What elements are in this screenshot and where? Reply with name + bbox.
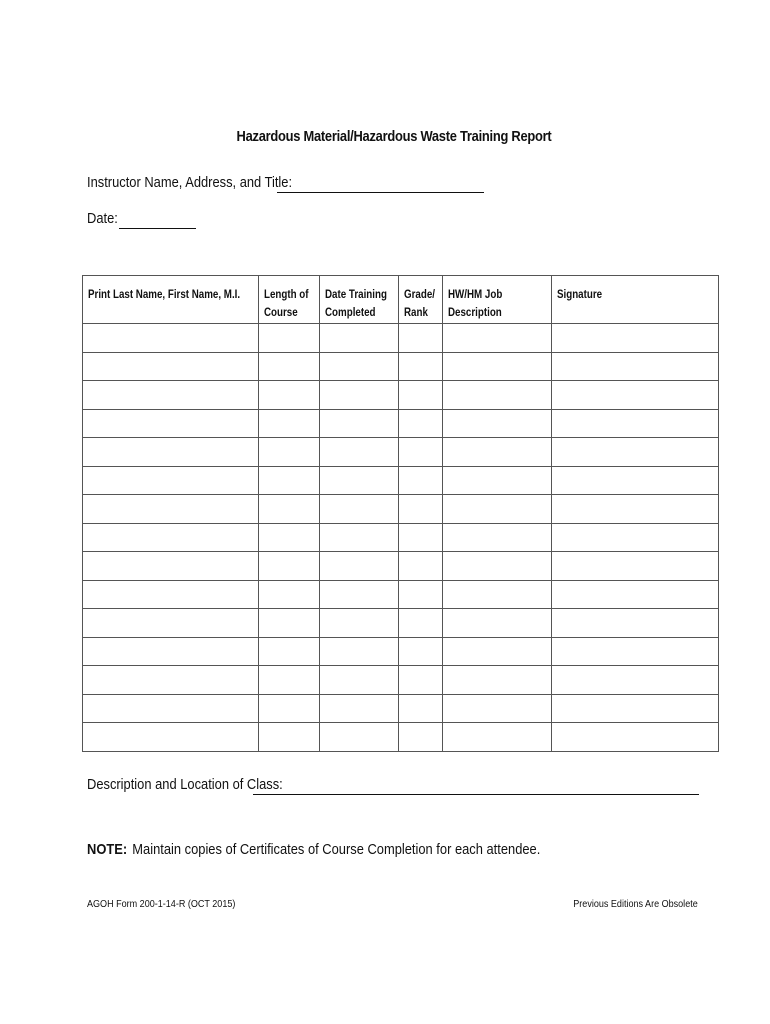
cell-grade[interactable] xyxy=(399,495,443,524)
cell-length[interactable] xyxy=(259,352,320,381)
cell-date-completed[interactable] xyxy=(320,694,399,723)
date-label: Date: xyxy=(87,210,118,227)
cell-name[interactable] xyxy=(83,552,259,581)
cell-signature[interactable] xyxy=(552,552,719,581)
cell-name[interactable] xyxy=(83,609,259,638)
training-roster-table xyxy=(82,275,719,752)
cell-signature[interactable] xyxy=(552,495,719,524)
description-label: Description and Location of Class: xyxy=(87,776,283,793)
table-row xyxy=(83,723,719,752)
description-row xyxy=(87,776,315,793)
note-text: Maintain copies of Certificates of Course Completion for each attendee. xyxy=(132,841,541,858)
cell-name[interactable] xyxy=(83,495,259,524)
cell-length[interactable] xyxy=(259,324,320,353)
cell-grade[interactable] xyxy=(399,694,443,723)
column-header-text: Date Training xyxy=(325,289,387,301)
column-header-date-completed xyxy=(320,276,399,324)
cell-name[interactable] xyxy=(83,352,259,381)
cell-grade[interactable] xyxy=(399,552,443,581)
table-row xyxy=(83,637,719,666)
cell-signature[interactable] xyxy=(552,466,719,495)
table-body xyxy=(83,324,719,752)
cell-signature[interactable] xyxy=(552,381,719,410)
cell-date-completed[interactable] xyxy=(320,666,399,695)
table-row xyxy=(83,438,719,467)
column-header-text: Course xyxy=(264,307,298,319)
cell-name[interactable] xyxy=(83,723,259,752)
column-header-text: Description xyxy=(448,307,502,319)
cell-job-description[interactable] xyxy=(443,552,552,581)
cell-grade[interactable] xyxy=(399,466,443,495)
cell-grade[interactable] xyxy=(399,438,443,467)
table-row xyxy=(83,381,719,410)
cell-signature[interactable] xyxy=(552,409,719,438)
instructor-row xyxy=(87,174,325,191)
cell-job-description[interactable] xyxy=(443,466,552,495)
cell-name[interactable] xyxy=(83,466,259,495)
table-row xyxy=(83,523,719,552)
cell-name[interactable] xyxy=(83,438,259,467)
cell-signature[interactable] xyxy=(552,352,719,381)
cell-job-description[interactable] xyxy=(443,381,552,410)
cell-signature[interactable] xyxy=(552,637,719,666)
instructor-field[interactable] xyxy=(277,178,484,193)
form-number: AGOH Form 200-1-14-R (OCT 2015) xyxy=(87,898,236,910)
cell-grade[interactable] xyxy=(399,723,443,752)
cell-job-description[interactable] xyxy=(443,523,552,552)
editions-notice: Previous Editions Are Obsolete xyxy=(573,898,698,910)
cell-signature[interactable] xyxy=(552,694,719,723)
cell-name[interactable] xyxy=(83,637,259,666)
cell-date-completed[interactable] xyxy=(320,580,399,609)
cell-date-completed[interactable] xyxy=(320,495,399,524)
cell-job-description[interactable] xyxy=(443,324,552,353)
cell-length[interactable] xyxy=(259,409,320,438)
cell-length[interactable] xyxy=(259,609,320,638)
table-row xyxy=(83,609,719,638)
column-header-text: Print Last Name, First Name, M.I. xyxy=(88,289,241,301)
cell-length[interactable] xyxy=(259,580,320,609)
cell-length[interactable] xyxy=(259,723,320,752)
cell-job-description[interactable] xyxy=(443,580,552,609)
table-row xyxy=(83,495,719,524)
cell-name[interactable] xyxy=(83,694,259,723)
table-header-row xyxy=(83,276,719,324)
date-field[interactable] xyxy=(119,214,196,229)
cell-name[interactable] xyxy=(83,580,259,609)
column-header-text: Length of xyxy=(264,289,309,301)
date-row xyxy=(87,210,123,227)
cell-name[interactable] xyxy=(83,324,259,353)
cell-date-completed[interactable] xyxy=(320,637,399,666)
cell-length[interactable] xyxy=(259,495,320,524)
cell-job-description[interactable] xyxy=(443,409,552,438)
table-row xyxy=(83,466,719,495)
cell-length[interactable] xyxy=(259,637,320,666)
column-header-text: Completed xyxy=(325,307,376,319)
cell-grade[interactable] xyxy=(399,352,443,381)
table-row xyxy=(83,352,719,381)
cell-name[interactable] xyxy=(83,666,259,695)
cell-signature[interactable] xyxy=(552,523,719,552)
cell-job-description[interactable] xyxy=(443,609,552,638)
column-header-text: Grade/ xyxy=(404,289,435,301)
description-field[interactable] xyxy=(253,780,699,795)
table-row xyxy=(83,324,719,353)
cell-job-description[interactable] xyxy=(443,495,552,524)
cell-grade[interactable] xyxy=(399,409,443,438)
cell-date-completed[interactable] xyxy=(320,352,399,381)
cell-job-description[interactable] xyxy=(443,352,552,381)
cell-signature[interactable] xyxy=(552,580,719,609)
cell-length[interactable] xyxy=(259,381,320,410)
cell-date-completed[interactable] xyxy=(320,409,399,438)
table-row xyxy=(83,666,719,695)
column-header-length xyxy=(259,276,320,324)
cell-date-completed[interactable] xyxy=(320,438,399,467)
cell-date-completed[interactable] xyxy=(320,381,399,410)
table-row xyxy=(83,552,719,581)
cell-length[interactable] xyxy=(259,438,320,467)
table-row xyxy=(83,580,719,609)
cell-grade[interactable] xyxy=(399,523,443,552)
column-header-text: Rank xyxy=(404,307,428,319)
table-row xyxy=(83,694,719,723)
cell-length[interactable] xyxy=(259,466,320,495)
cell-signature[interactable] xyxy=(552,666,719,695)
cell-name[interactable] xyxy=(83,523,259,552)
cell-signature[interactable] xyxy=(552,438,719,467)
cell-signature[interactable] xyxy=(552,723,719,752)
instructor-label: Instructor Name, Address, and Title: xyxy=(87,174,293,191)
cell-grade[interactable] xyxy=(399,580,443,609)
cell-job-description[interactable] xyxy=(443,723,552,752)
column-header-grade xyxy=(399,276,443,324)
cell-date-completed[interactable] xyxy=(320,552,399,581)
cell-date-completed[interactable] xyxy=(320,609,399,638)
table-row xyxy=(83,409,719,438)
cell-grade[interactable] xyxy=(399,666,443,695)
cell-grade[interactable] xyxy=(399,324,443,353)
cell-signature[interactable] xyxy=(552,609,719,638)
cell-length[interactable] xyxy=(259,666,320,695)
cell-name[interactable] xyxy=(83,409,259,438)
cell-length[interactable] xyxy=(259,523,320,552)
cell-name[interactable] xyxy=(83,381,259,410)
note-label: NOTE: xyxy=(87,841,128,858)
cell-length[interactable] xyxy=(259,552,320,581)
cell-date-completed[interactable] xyxy=(320,723,399,752)
note xyxy=(87,841,540,858)
cell-job-description[interactable] xyxy=(443,666,552,695)
cell-date-completed[interactable] xyxy=(320,466,399,495)
column-header-signature xyxy=(552,276,719,324)
cell-job-description[interactable] xyxy=(443,694,552,723)
column-header-name xyxy=(83,276,259,324)
cell-grade[interactable] xyxy=(399,381,443,410)
cell-job-description[interactable] xyxy=(443,438,552,467)
cell-date-completed[interactable] xyxy=(320,523,399,552)
cell-length[interactable] xyxy=(259,694,320,723)
cell-grade[interactable] xyxy=(399,637,443,666)
column-header-text: Signature xyxy=(557,289,603,301)
column-header-text: HW/HM Job xyxy=(448,289,503,301)
cell-grade[interactable] xyxy=(399,609,443,638)
cell-signature[interactable] xyxy=(552,324,719,353)
column-header-job-description xyxy=(443,276,552,324)
cell-job-description[interactable] xyxy=(443,637,552,666)
form-title: Hazardous Material/Hazardous Waste Training Report xyxy=(236,128,552,145)
cell-date-completed[interactable] xyxy=(320,324,399,353)
